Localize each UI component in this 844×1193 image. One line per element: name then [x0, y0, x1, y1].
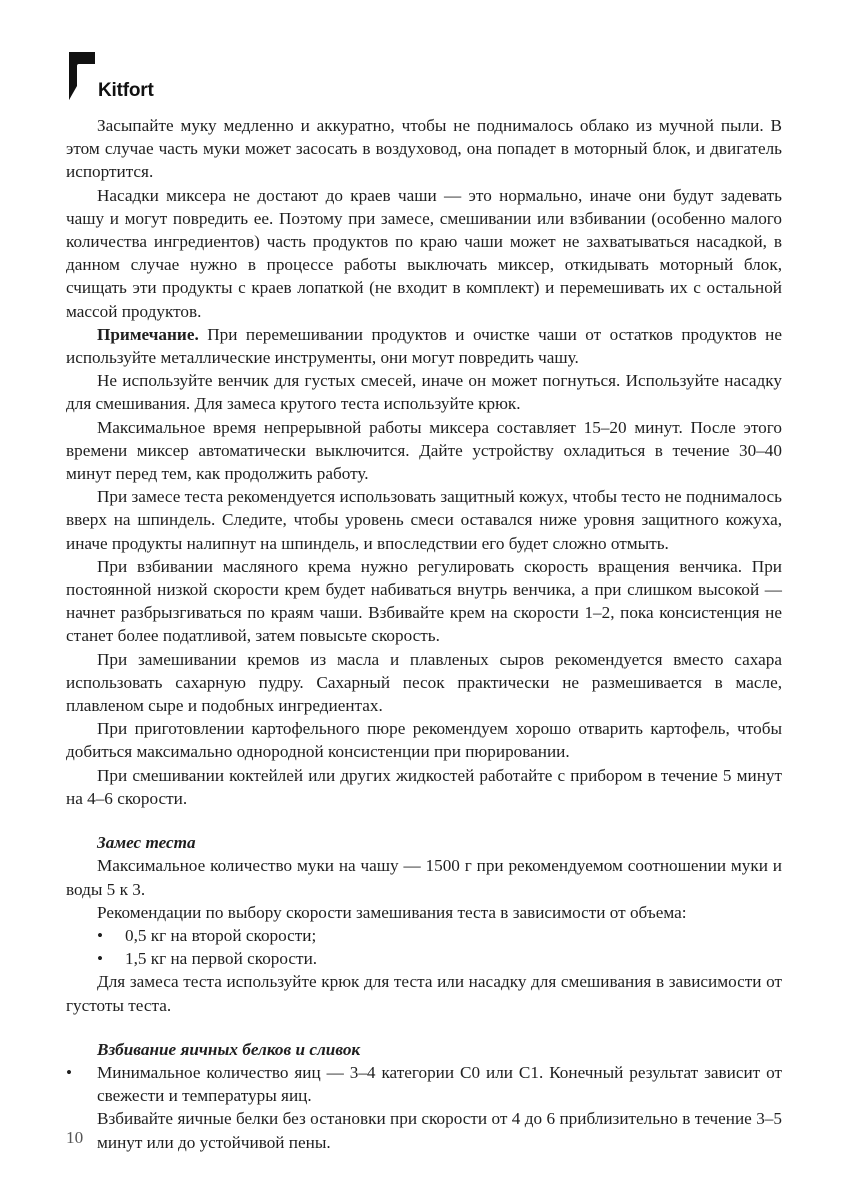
list-item: [66, 924, 782, 947]
list-item-text: 1,5 кг на первой скорости.: [125, 949, 318, 969]
paragraph: При приготовлении картофельного пюре рекомендуем хорошо отварить картофель, чтобы добиться максимально однородной консистенции при пюрировании.: [66, 719, 782, 762]
paragraph: При взбивании масляного крема нужно регулировать скорость вращения венчика. При постоянной низкой скорости крем будет набиваться внутрь венчика, а при слишком высокой — начнет разбрызгиваться по краям чаши. Взбивайте крем на скорости 1–2, пока консистенция не станет более податливой, затем повысьте скорость.: [66, 556, 782, 646]
bullet-icon: •: [97, 925, 104, 945]
list-item-text: 0,5 кг на второй скорости;: [125, 925, 317, 945]
paragraph: Максимальное время непрерывной работы миксера составляет 15–20 минут. После этого времени миксер автоматически выключится. Дайте устройству охладиться в течение 30–40 минут перед тем, как продолжить работу.: [66, 417, 782, 484]
bullet-icon: •: [97, 949, 104, 969]
note-label: Примечание.: [97, 324, 199, 344]
section-heading: Замес теста: [97, 833, 196, 853]
page-body: [66, 114, 782, 1154]
paragraph: При смешивании коктейлей или других жидкостей работайте с прибором в течение 5 минут на 4–6 скорости.: [66, 765, 782, 808]
paragraph: Насадки миксера не достают до краев чаши — это нормально, иначе они будут задевать чашу и могут повредить ее. Поэтому при замесе, смешивании или взбивании (особенно малого количества ингредиентов) часть продуктов по краю чаши может не захватываться насадкой, в данном случае нужно в процессе работы выключать миксер, откидывать моторный блок, счищать эти продукты с краев лопаткой (не входит в комплект) и перемешивать их с остальной массой продуктов.: [66, 185, 782, 321]
note-text: При перемешивании продуктов и очистке чаши от остатков продуктов не используйте металлические инструменты, они могут повредить чашу.: [66, 324, 782, 368]
kitfort-mark-icon: [69, 52, 99, 100]
paragraph: При замешивании кремов из масла и плавленых сыров рекомендуется вместо сахара использовать сахарную пудру. Сахарный песок практически не размешивается в масле, плавленом сыре и подобных ингредиентах.: [66, 649, 782, 716]
list-item: [66, 947, 782, 970]
note-paragraph: [66, 323, 782, 369]
page-number: 10: [66, 1128, 84, 1147]
paragraph: Не используйте венчик для густых смесей, иначе он может погнуться. Используйте насадку для смешивания. Для замеса крутого теста используйте крюк.: [66, 371, 782, 414]
paragraph: При замесе теста рекомендуется использовать защитный кожух, чтобы тесто не поднималось вверх на шпиндель. Следите, чтобы уровень смеси оставался ниже уровня защитного кожуха, иначе продукты налипнут на шпиндель, и впоследствии его будет сложно отмыть.: [66, 487, 782, 553]
bullet-icon: •: [66, 1062, 73, 1082]
paragraph: Засыпайте муку медленно и аккуратно, чтобы не поднималось облако из мучной пыли. В этом случае часть муки может засосать в воздуховод, она попадет в моторный блок, и двигатель испортится.: [66, 116, 782, 182]
paragraph: Для замеса теста используйте крюк для теста или насадку для смешивания в зависимости от густоты теста.: [66, 972, 782, 1015]
paragraph: Максимальное количество муки на чашу — 1500 г при рекомендуемом соотношении муки и воды 5 к 3.: [66, 856, 782, 899]
list-item-continuation: Взбивайте яичные белки без остановки при скорости от 4 до 6 приблизительно в течение 3–5 минут или до устойчивой пены.: [97, 1109, 782, 1152]
brand-name: Kitfort: [98, 80, 154, 101]
section-heading: Взбивание яичных белков и сливок: [97, 1039, 361, 1059]
list-item: [66, 1061, 782, 1154]
paragraph: Рекомендации по выбору скорости замешивания теста в зависимости от объема:: [97, 902, 687, 922]
list-item-text: Минимальное количество яиц — 3–4 категории С0 или С1. Конечный результат зависит от свежести и температуры яиц.: [97, 1062, 782, 1106]
